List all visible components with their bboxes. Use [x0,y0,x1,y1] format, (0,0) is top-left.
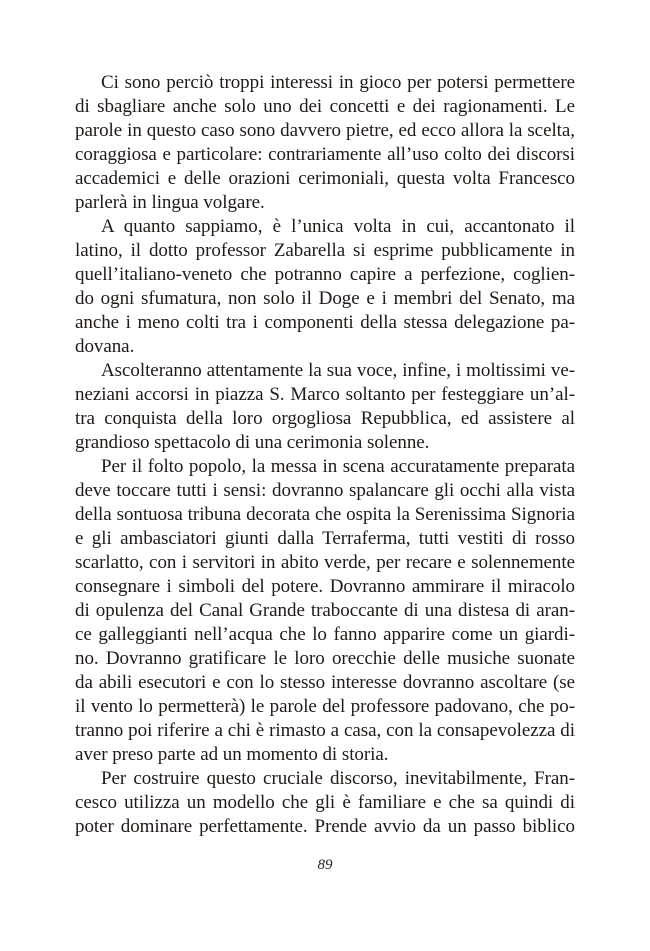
text-line: ce galleggianti nell’acqua che lo fanno apparire come un giardi- [75,624,575,645]
text-line: il vento lo permetterà) le parole del professore padovano, che po- [75,696,575,717]
page-number: 89 [317,857,333,873]
text-line: aver preso parte ad un momento di storia. [75,744,389,765]
text-line: anche i meno colti tra i componenti della stessa delegazione pa- [75,312,575,333]
text-line: grandioso spettacolo di una cerimonia solenne. [75,432,430,453]
text-line: A quanto sappiamo, è l’unica volta in cui, accantonato il [101,216,575,237]
text-line: parole in questo caso sono davvero pietre, ed ecco allora la scelta, [75,120,575,141]
text-line: coraggiosa e particolare: contrariamente all’uso colto dei discorsi [75,144,575,165]
text-line: e gli ambasciatori giunti dalla Terraferma, tutti vestiti di rosso [75,528,575,549]
text-line: parlerà in lingua volgare. [75,192,265,213]
text-line: consegnare i simboli del potere. Dovranno ammirare il miracolo [75,576,575,597]
text-line: neziani accorsi in piazza S. Marco soltanto per festeggiare un’al- [75,384,575,405]
text-line: Ci sono perciò troppi interessi in gioco per potersi permettere [101,72,575,93]
text-line: dovana. [75,336,135,357]
text-line: Per costruire questo cruciale discorso, inevitabilmente, Fran- [101,768,575,789]
text-line: Ascolteranno attentamente la sua voce, infine, i moltissimi ve- [101,360,575,381]
text-line: scarlatto, con i servitori in abito verde, per recare e solennemente [75,552,575,573]
text-line: no. Dovranno gratificare le loro orecchie delle musiche suonate [75,648,575,669]
text-line: do ogni sfumatura, non solo il Doge e i membri del Senato, ma [75,288,575,309]
text-line: quell’italiano-veneto che potranno capire a perfezione, coglien- [75,264,575,285]
text-line: poter dominare perfettamente. Prende avvio da un passo biblico [75,816,575,837]
text-line: deve toccare tutti i sensi: dovranno spalancare gli occhi alla vista [75,480,575,501]
text-line: da abili esecutori e con lo stesso interesse dovranno ascoltare (se [75,672,575,693]
text-line: cesco utilizza un modello che gli è familiare e che sa quindi di [75,792,575,813]
text-line: latino, il dotto professor Zabarella si esprime pubblicamente in [75,240,575,261]
text-line: di sbagliare anche solo uno dei concetti e dei ragionamenti. Le [75,96,575,117]
text-line: Per il folto popolo, la messa in scena accuratamente preparata [101,456,575,477]
text-line: tra conquista della loro orgogliosa Repubblica, ed assistere al [75,408,575,429]
text-line: della sontuosa tribuna decorata che ospita la Serenissima Signoria [75,504,575,525]
text-line: accademici e delle orazioni cerimoniali, questa volta Francesco [75,168,575,189]
text-line: tranno poi riferire a chi è rimasto a casa, con la consapevolezza di [75,720,575,741]
text-line: di opulenza del Canal Grande traboccante di una distesa di aran- [75,600,575,621]
